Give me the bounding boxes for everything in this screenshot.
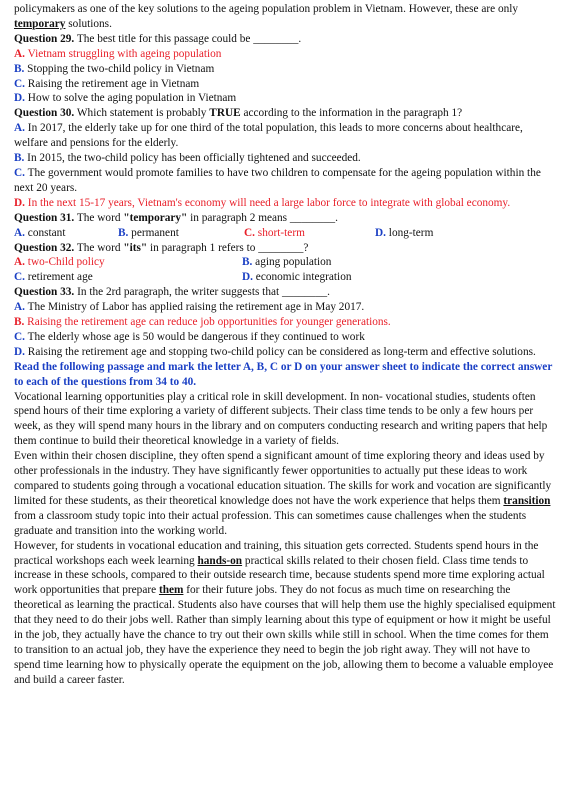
option-text: The Ministry of Labor has applied raising the retirement age in May 2017. bbox=[24, 301, 365, 314]
option-key: A. bbox=[14, 301, 25, 314]
question-label: Question 30. bbox=[14, 107, 75, 120]
q29-option-b bbox=[14, 62, 557, 77]
q30-option-b bbox=[14, 151, 557, 166]
question-31 bbox=[14, 211, 557, 226]
option-text: Raising the retirement age and stopping two-child policy can be considered as long-term and effective solutions. bbox=[24, 345, 536, 358]
option-text: two-Child policy bbox=[24, 256, 105, 269]
option-text: short-term bbox=[254, 226, 305, 239]
option-text: In 2017, the elderly take up for one third of the total population, this leads to more concerns about healthcare, welfare and pensions for the elderly. bbox=[14, 122, 523, 150]
q31-option-b bbox=[118, 226, 244, 241]
option-key: A. bbox=[14, 122, 25, 135]
question-label: Question 29. bbox=[14, 32, 75, 45]
question-label: Question 32. bbox=[14, 241, 75, 254]
option-text: Stopping the two-child policy in Vietnam bbox=[24, 62, 215, 75]
question-stem: The word bbox=[74, 241, 124, 254]
question-stem: The best title for this passage could be ________. bbox=[74, 32, 302, 45]
option-key: C. bbox=[244, 226, 255, 239]
q29-option-d bbox=[14, 91, 557, 106]
option-text: economic integration bbox=[252, 271, 352, 284]
q30-option-a bbox=[14, 121, 557, 151]
question-stem-end: in paragraph 2 means ________. bbox=[187, 211, 338, 224]
q29-option-a bbox=[14, 47, 557, 62]
option-key: C. bbox=[14, 77, 25, 90]
q31-option-c bbox=[244, 226, 375, 241]
q31-option-d bbox=[375, 226, 433, 241]
option-text: retirement age bbox=[24, 271, 93, 284]
q32-option-b bbox=[242, 255, 331, 270]
option-key: C. bbox=[14, 330, 25, 343]
option-key: B. bbox=[242, 256, 253, 269]
option-text: In the next 15-17 years, Vietnam's economy will need a large labor force to integrate with global economy. bbox=[24, 196, 511, 209]
passage-text-end: for their future jobs. They do not focus as much time on researching the theoretical as learning the practical. Students also have courses that will help them use the highly specialised equipment that they need to do their jobs well. Rather than simply learning about this type of equipment or how it might be useful in the job, they actually have the chance to try out their own skills while still in school. When the time comes for them to transition to an actual job, they have the experience they need to begin the job right away. They will not have to spend time learning how to physically operate the equipment on the job, allowing them to become a valuable employee and build a career faster. bbox=[14, 584, 556, 686]
question-label: Question 33. bbox=[14, 286, 75, 299]
option-key: D. bbox=[375, 226, 386, 239]
question-33 bbox=[14, 285, 557, 300]
option-text: Raising the retirement age can reduce job opportunities for younger generations. bbox=[24, 316, 391, 329]
option-key: B. bbox=[14, 152, 25, 165]
intro-emphasis: temporary bbox=[14, 17, 66, 30]
option-text: The elderly whose age is 50 would be dangerous if they continued to work bbox=[24, 330, 365, 343]
option-text: Raising the retirement age in Vietnam bbox=[24, 77, 200, 90]
question-stem-end: according to the information in the paragraph 1? bbox=[240, 107, 463, 120]
passage-emphasis-them: them bbox=[158, 584, 184, 597]
q32-options-row-2 bbox=[14, 270, 557, 285]
passage-text-middle: practical skills related to their chosen field. Class time tends to increase in these schools, compared to their outside research time, because students spend more time exploring actual work opportunities that prepare bbox=[14, 554, 545, 597]
question-emphasis: TRUE bbox=[209, 107, 241, 120]
passage-paragraph-1: Vocational learning opportunities play a critical role in skill development. In non- vocational studies, students often spend hours of their time exploring a variety of different subjects. Their class time tends to be only a few hours per week, as they will spend many hours in the library and on computers conducting research and writing papers that help them continue to build their theoretical knowledge in a variety of fields. bbox=[14, 390, 548, 448]
intro-text-end: solutions. bbox=[65, 17, 112, 30]
passage-text: However, for students in vocational education and training, this situation gets corrected. Students spend hours in the practical workshops each week learning bbox=[14, 539, 539, 567]
option-text: In 2015, the two-child policy has been officially tightened and succeeded. bbox=[24, 152, 361, 165]
q32-option-d bbox=[242, 270, 352, 285]
option-text: Vietnam struggling with ageing population bbox=[24, 47, 222, 60]
option-key: D. bbox=[242, 271, 253, 284]
q30-option-c bbox=[14, 166, 557, 196]
q33-option-c bbox=[14, 330, 557, 345]
option-text: long-term bbox=[385, 226, 434, 239]
option-text: The government would promote families to have two children to compensate for the ageing population within the next 20 years. bbox=[14, 166, 541, 194]
q30-option-d bbox=[14, 196, 557, 211]
question-stem: The word bbox=[74, 211, 124, 224]
question-emphasis: "its" bbox=[123, 241, 148, 254]
option-text: aging population bbox=[252, 256, 332, 269]
option-text: constant bbox=[24, 226, 66, 239]
section-instruction: Read the following passage and mark the letter A, B, C or D on your answer sheet to indicate the correct answer to each of the questions from 34 to 40. bbox=[14, 360, 553, 388]
option-text: How to solve the aging population in Vietnam bbox=[24, 92, 237, 105]
question-30 bbox=[14, 106, 557, 121]
option-key: B. bbox=[14, 316, 25, 329]
intro-text: policymakers as one of the key solutions to the ageing population problem in Vietnam. However, these are only bbox=[14, 3, 519, 15]
passage-emphasis-hands-on: hands-on bbox=[197, 554, 243, 567]
question-29 bbox=[14, 32, 557, 47]
option-key: D. bbox=[14, 345, 25, 358]
passage-emphasis-transition: transition bbox=[503, 494, 551, 507]
intro-paragraph bbox=[14, 2, 557, 32]
q33-option-d bbox=[14, 345, 557, 360]
option-key: B. bbox=[118, 226, 129, 239]
passage-paragraph-3 bbox=[14, 539, 557, 688]
option-text: permanent bbox=[128, 226, 179, 239]
option-key: A. bbox=[14, 226, 25, 239]
q32-options-row-1 bbox=[14, 255, 557, 270]
option-key: A. bbox=[14, 256, 25, 269]
option-key: D. bbox=[14, 92, 25, 105]
question-stem-end: in paragraph 1 refers to ________? bbox=[147, 241, 309, 254]
q32-option-a bbox=[14, 255, 242, 270]
passage-paragraph-2 bbox=[14, 449, 557, 538]
question-32 bbox=[14, 241, 557, 256]
option-key: D. bbox=[14, 196, 25, 209]
option-key: C. bbox=[14, 166, 25, 179]
q33-option-a bbox=[14, 300, 557, 315]
passage-text: Even within their chosen discipline, they often spend a significant amount of time exploring theory and ideas used by other professionals in the industry. They have significantly fewer opportunities to actually put these ideas to work compared to students going through a vocational education situation. The skills for work and vocation are significantly limited for these students, as their theoretical knowledge does not have the work experience that helps them bbox=[14, 450, 552, 507]
q33-option-b bbox=[14, 315, 557, 330]
q29-option-c bbox=[14, 77, 557, 92]
question-stem: Which statement is probably bbox=[74, 107, 210, 120]
q31-option-a bbox=[14, 226, 118, 241]
passage-text-end: from a classroom study topic into their actual profession. This can sometimes cause challenges when the students graduate and transition into the working world. bbox=[14, 509, 527, 537]
question-label: Question 31. bbox=[14, 211, 75, 224]
question-stem: In the 2rd paragraph, the writer suggests that ________. bbox=[74, 286, 330, 299]
q31-options bbox=[14, 226, 557, 241]
q32-option-c bbox=[14, 270, 242, 285]
question-emphasis: "temporary" bbox=[123, 211, 188, 224]
option-key: A. bbox=[14, 47, 25, 60]
option-key: C. bbox=[14, 271, 25, 284]
option-key: B. bbox=[14, 62, 25, 75]
